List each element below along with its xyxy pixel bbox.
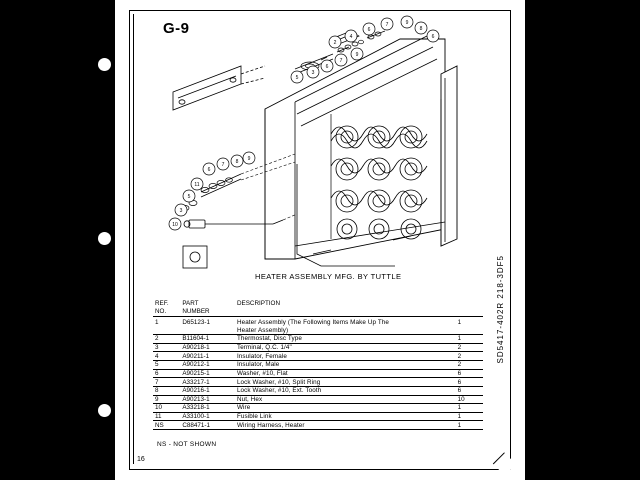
table-row — [153, 326, 483, 334]
cell-ref: 5 — [153, 360, 180, 369]
punch-hole — [98, 58, 111, 71]
cell-description: Wiring Harness, Heater — [235, 421, 456, 430]
punch-hole — [98, 404, 111, 417]
cell-ref: 10 — [153, 404, 180, 413]
cell-quantity: 6 — [456, 369, 483, 378]
svg-text:9: 9 — [247, 156, 251, 162]
cell-description: Heater Assembly (The Following Items Make Up The — [236, 319, 389, 327]
svg-text:7: 7 — [221, 162, 225, 168]
cell-part-number: A90213-1 — [180, 395, 235, 404]
cell-part-number — [180, 326, 235, 334]
table-row — [153, 335, 483, 344]
parts-table-body — [153, 319, 483, 430]
cell-quantity: 1 — [456, 412, 483, 421]
exploded-parts-diagram — [145, 14, 495, 274]
table-row — [153, 319, 483, 327]
svg-text:7: 7 — [339, 58, 343, 64]
side-document-code: SD5417-402R 218-3DF5 — [496, 255, 505, 364]
cell-part-number: A90215-1 — [180, 369, 235, 378]
table-row — [153, 369, 483, 378]
table-header-qty-2 — [456, 308, 483, 316]
table-header-qty — [456, 300, 483, 308]
svg-text:4: 4 — [349, 34, 353, 40]
cell-description: Lock Washer, #10, Ext. Tooth — [235, 386, 456, 395]
cell-ref: NS — [153, 421, 180, 430]
svg-text:9: 9 — [405, 20, 409, 26]
punch-hole — [98, 232, 111, 245]
svg-text:5: 5 — [295, 75, 299, 81]
cell-quantity: 6 — [456, 378, 483, 387]
cell-ref: 9 — [153, 395, 180, 404]
table-row — [153, 412, 483, 421]
cell-description: Washer, #10, Flat — [235, 369, 456, 378]
cell-ref: 2 — [153, 335, 180, 344]
cell-ref: 11 — [153, 412, 180, 421]
cell-part-number: A90212-1 — [180, 360, 235, 369]
page-number: 16 — [137, 456, 145, 463]
cell-description: Fusible Link — [235, 412, 456, 421]
cell-part-number: A90216-1 — [180, 386, 235, 395]
cell-part-number: D65123-1 — [182, 319, 210, 327]
cell-ref: 7 — [153, 378, 180, 387]
svg-text:6: 6 — [367, 27, 371, 33]
table-row — [153, 395, 483, 404]
cell-part-number: A33217-1 — [180, 378, 235, 387]
cell-ref: 1 — [155, 319, 159, 327]
cell-description: Lock Washer, #10, Split Ring — [235, 378, 456, 387]
svg-text:5: 5 — [187, 194, 191, 200]
table-row — [153, 378, 483, 387]
cell-ref: 4 — [153, 352, 180, 361]
cell-part-number: A90211-1 — [180, 352, 235, 361]
svg-text:11: 11 — [194, 182, 200, 188]
cell-part-number: C88471-1 — [180, 421, 235, 430]
cell-description: Insulator, Female — [235, 352, 456, 361]
cell-ref: 6 — [153, 369, 180, 378]
table-row — [153, 352, 483, 361]
cell-quantity: 1 — [456, 404, 483, 413]
cell-quantity: 10 — [456, 395, 483, 404]
cell-description: Wire — [235, 404, 456, 413]
table-row — [153, 360, 483, 369]
svg-text:7: 7 — [385, 22, 389, 28]
cell-description: Nut, Hex — [235, 395, 456, 404]
figure-caption: HEATER ASSEMBLY MFG. BY TUTTLE — [255, 272, 402, 281]
table-header-ref-2: NO. — [155, 307, 167, 315]
svg-text:6: 6 — [431, 34, 435, 40]
table-row — [153, 343, 483, 352]
table-header-ref: REF. — [155, 300, 169, 308]
cell-description: Thermostat, Disc Type — [235, 335, 456, 344]
svg-text:2: 2 — [333, 40, 337, 46]
table-header-part-2: NUMBER — [182, 307, 210, 315]
cell-ref: 8 — [153, 386, 180, 395]
table-row — [153, 386, 483, 395]
cell-part-number: B11604-1 — [180, 335, 235, 344]
table-header-description: DESCRIPTION — [236, 300, 280, 308]
cell-part-number: A90218-1 — [180, 343, 235, 352]
cell-quantity: 1 — [456, 421, 483, 430]
cell-quantity: 1 — [456, 335, 483, 344]
svg-text:8: 8 — [235, 159, 239, 165]
table-top-rule — [153, 316, 483, 317]
svg-text:3: 3 — [311, 70, 315, 76]
cell-description: Heater Assembly) — [235, 326, 456, 334]
table-row — [153, 404, 483, 413]
svg-text:3: 3 — [179, 208, 183, 214]
cell-quantity: 1 — [457, 319, 462, 327]
svg-text:8: 8 — [419, 26, 423, 32]
svg-text:9: 9 — [355, 52, 359, 58]
svg-text:6: 6 — [207, 167, 211, 173]
cell-quantity: 2 — [456, 360, 483, 369]
cell-quantity: 6 — [456, 386, 483, 395]
cell-quantity: 2 — [456, 352, 483, 361]
svg-text:6: 6 — [325, 64, 329, 70]
table-header-part: PART — [182, 300, 199, 308]
cell-description: Terminal, Q.C. 1/4" — [235, 343, 456, 352]
cell-ref — [153, 326, 180, 334]
cell-part-number: A33100-1 — [180, 412, 235, 421]
scanned-page — [115, 0, 525, 480]
svg-text:10: 10 — [172, 222, 178, 228]
table-footnote: NS - NOT SHOWN — [157, 441, 217, 448]
cell-part-number: A33218-1 — [180, 404, 235, 413]
parts-table — [153, 300, 483, 430]
cell-quantity: 2 — [456, 343, 483, 352]
cell-description: Insulator, Male — [235, 360, 456, 369]
cell-quantity — [456, 326, 483, 334]
cell-ref: 3 — [153, 343, 180, 352]
page-code: G-9 — [163, 20, 190, 37]
table-row — [153, 421, 483, 430]
